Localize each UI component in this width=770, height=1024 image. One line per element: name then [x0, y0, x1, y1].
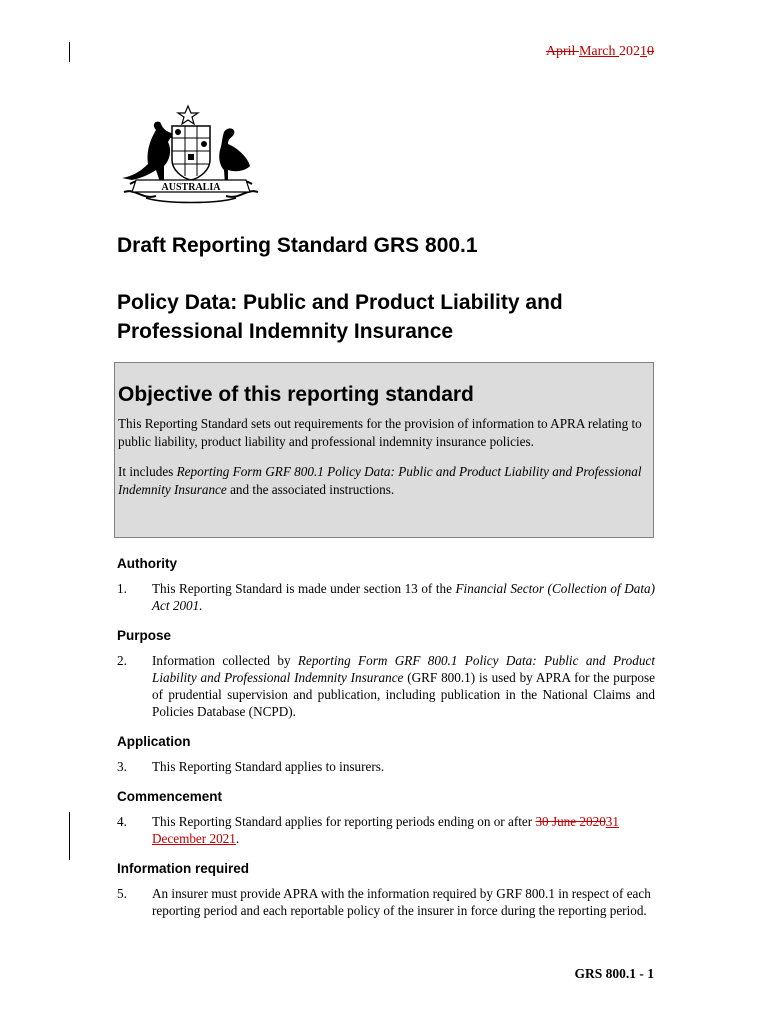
change-bar-commencement [69, 812, 70, 860]
paragraph-number: 4. [117, 814, 127, 829]
section-heading-commencement: Commencement [117, 789, 223, 804]
objective-paragraph-2: It includes Reporting Form GRF 800.1 Policy Data: Public and Product Liability and Professional Indemnity Insurance and the associated instructions. [118, 464, 642, 497]
paragraph-1: 1. This Reporting Standard is made under section 13 of the Financial Sector (Collection of Data) Act 2001. [117, 581, 655, 613]
section-heading-purpose: Purpose [117, 628, 172, 643]
document-title: Draft Reporting Standard GRS 800.1 [117, 234, 478, 257]
section-heading-information-required: Information required [117, 861, 250, 876]
australian-coat-of-arms-icon [116, 104, 266, 208]
section-heading-application: Application [117, 734, 191, 749]
paragraph-number: 5. [117, 886, 127, 901]
section-heading-authority: Authority [117, 556, 177, 571]
document-date: April March 20210 [545, 44, 654, 59]
paragraph-2: 2. Information collected by Reporting Form GRF 800.1 Policy Data: Public and Product Liability and Professional Indemnity Insurance (GRF 800.1) is used by APRA for the purpose of prudential supervision and publication, including publication in the National Claims and Policies Database (NCPD). [117, 653, 655, 719]
paragraph-3: 3. This Reporting Standard applies to insurers. [117, 759, 385, 774]
inserted-date: 31 December 2021 [152, 814, 619, 846]
document-subtitle: Policy Data: Public and Product Liability and Professional Indemnity Insurance [117, 291, 563, 343]
objective-heading: Objective of this reporting standard [118, 383, 474, 406]
deleted-date: 30 June 2020 [535, 814, 606, 829]
crest-label: AUSTRALIA [161, 182, 221, 193]
paragraph-number: 2. [117, 653, 127, 668]
paragraph-number: 1. [117, 581, 127, 596]
objective-box [114, 362, 654, 538]
page-footer: GRS 800.1 - 1 [574, 966, 654, 981]
paragraph-5: 5. An insurer must provide APRA with the information required by GRF 800.1 in respect of each reporting period and each reportable policy of the insurer in force during the reporting period. [117, 886, 651, 918]
objective-paragraph-1: This Reporting Standard sets out requirements for the provision of information to APRA relating to public liability, product liability and professional indemnity insurance policies. [118, 416, 642, 449]
paragraph-number: 3. [117, 759, 127, 774]
change-bar-top [69, 42, 70, 62]
paragraph-4: 4. This Reporting Standard applies for reporting periods ending on or after 30 June 202031 December 2021. [117, 814, 619, 846]
